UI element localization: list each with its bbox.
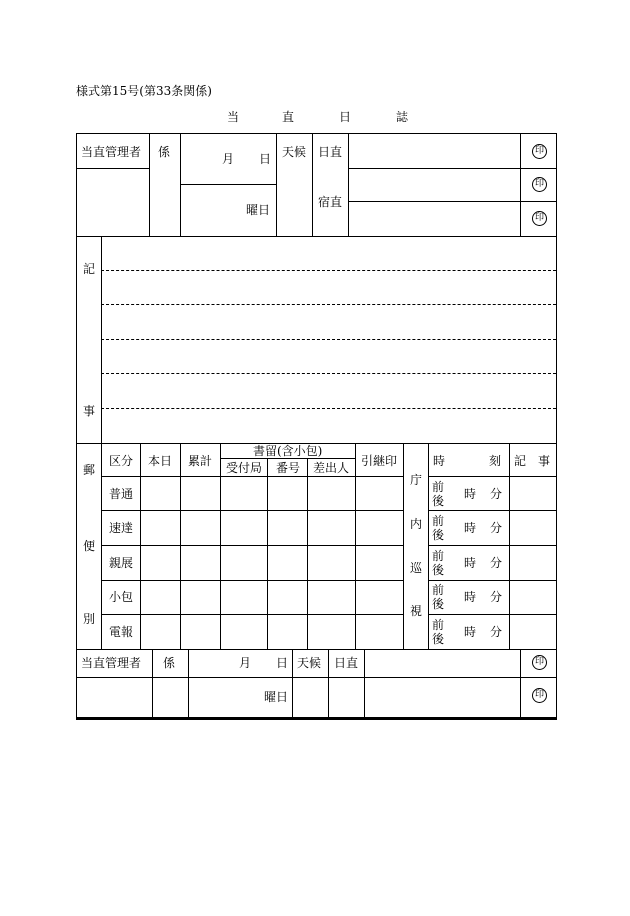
mail-side-label: 別 <box>83 612 96 626</box>
shukuchoku-label: 宿直 <box>318 195 343 209</box>
seal-mark: 印 <box>532 177 547 192</box>
youbi-label: 曜日 <box>246 203 271 217</box>
header-honjitsu: 本日 <box>148 454 173 468</box>
kiji-label-bottom: 事 <box>83 404 96 418</box>
bottom-manager-label: 当直管理者 <box>81 656 142 670</box>
note-line <box>101 373 556 374</box>
title-char: 誌 <box>396 110 409 124</box>
mail-row-label: 電報 <box>109 625 134 639</box>
mail-side-label: 郵 <box>83 463 96 477</box>
junshi-label: 内 <box>410 517 423 531</box>
junshi-label: 視 <box>410 604 423 618</box>
header-kakitome: 書留(含小包) <box>253 444 323 458</box>
header-bangou: 番号 <box>276 461 301 475</box>
form-number: 様式第15号(第33条関係) <box>76 84 212 98</box>
header-uketsuke: 受付局 <box>226 461 263 475</box>
bottom-nicchoku-label: 日直 <box>334 656 359 670</box>
seal-mark: 印 <box>532 688 547 703</box>
nicchoku-label: 日直 <box>318 145 343 159</box>
day-label: 日 <box>259 152 272 166</box>
bottom-youbi-label: 曜日 <box>264 690 289 704</box>
header-sashidashi: 差出人 <box>313 461 350 475</box>
note-line <box>101 339 556 340</box>
mail-side-label: 便 <box>83 539 96 553</box>
manager-label: 当直管理者 <box>81 145 142 159</box>
mail-row-label: 親展 <box>109 556 134 570</box>
note-line <box>101 304 556 305</box>
month-label: 月 <box>222 152 235 166</box>
header-hikitsugi: 引継印 <box>361 454 398 468</box>
header-koku: 刻 <box>489 454 502 468</box>
kakari-label: 係 <box>158 145 171 159</box>
bottom-day-label: 日 <box>276 656 289 670</box>
header-kiji: 記 事 <box>514 454 551 468</box>
mail-row-label: 小包 <box>109 590 134 604</box>
mail-row-label: 速達 <box>109 521 134 535</box>
seal-mark: 印 <box>532 211 547 226</box>
weather-label: 天候 <box>282 145 307 159</box>
title-char: 直 <box>282 110 295 124</box>
junshi-label: 庁 <box>410 473 423 487</box>
title-char: 日 <box>339 110 352 124</box>
mail-row-label: 普通 <box>109 487 134 501</box>
note-line <box>101 270 556 271</box>
title-char: 当 <box>227 110 240 124</box>
bottom-weather-label: 天候 <box>297 656 322 670</box>
seal-mark: 印 <box>532 144 547 159</box>
note-line <box>101 408 556 409</box>
header-ji: 時 <box>433 454 446 468</box>
header-ruikei: 累計 <box>188 454 213 468</box>
bottom-month-label: 月 <box>239 656 252 670</box>
header-kubun: 区分 <box>109 454 134 468</box>
bottom-kakari-label: 係 <box>163 656 176 670</box>
kiji-label-top: 記 <box>83 262 96 276</box>
junshi-label: 巡 <box>410 561 423 575</box>
seal-mark: 印 <box>532 655 547 670</box>
